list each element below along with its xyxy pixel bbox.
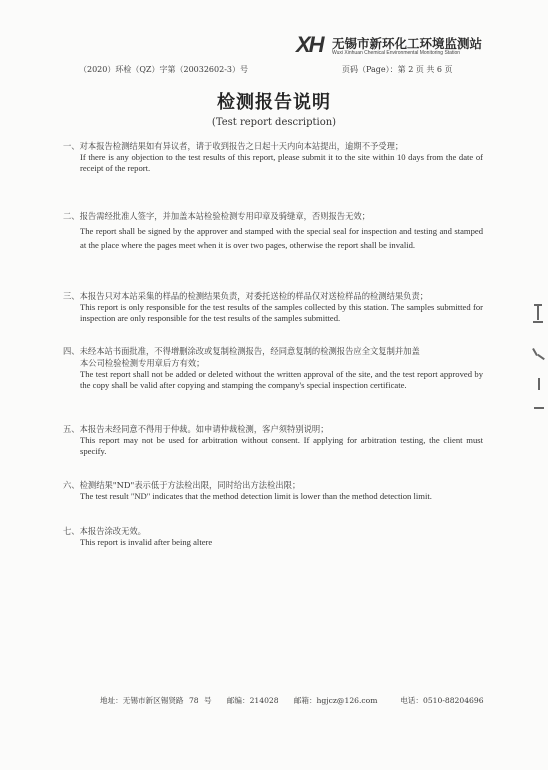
clause-zh: 六、检测结果"ND"表示低于方法检出限，同时给出方法检出限；: [63, 480, 301, 490]
clause-zh: 七、本报告涂改无效。: [63, 526, 146, 536]
org-name-en: Wuxi Xinhuan Chemical Environmental Monitoring Station: [332, 50, 461, 56]
station-logo: [296, 26, 506, 60]
seal-mark: [534, 407, 544, 409]
clause-zh: 五、本报告未经同意不得用于仲裁。如申请仲裁检测，客户须特别说明；: [63, 424, 329, 434]
page-subtitle: (Test report description): [211, 117, 337, 128]
clause-en: This report may not be used for arbitration without consent. If applying for arbitration testing, the client must specify.: [80, 435, 483, 456]
page-info: 页码（Page）：第 2 页 共 6 页: [342, 65, 453, 74]
clause-3: [63, 290, 483, 324]
clause-6: [63, 479, 483, 502]
seal-mark: [537, 306, 539, 320]
clause-en: The report shall be signed by the approver and stamped with the special seal for inspection and testing and stamped at the place where the pages meet when it is over two pages, otherwise the report shall be invalid.: [80, 226, 483, 250]
logo-mark: XH: [296, 32, 323, 57]
footer-contact: 地址：无锡市新区锡贤路 78 号 邮编：214028 邮箱：hgjcz@126.com 电话：0510-88204696: [100, 696, 484, 705]
clause-zh-cont: 本公司检验检测专用章后方有效；: [80, 358, 205, 368]
clause-4: [63, 345, 483, 391]
clause-zh: 四、未经本站书面批准，不得增删涂改或复制检测报告，经同意复制的检测报告应全文复制并加盖: [63, 346, 420, 356]
clause-5: [63, 423, 483, 457]
clause-1: [63, 140, 483, 174]
clause-en: This report is only responsible for the test results of the samples collected by this station. The samples submitted for inspection are only responsible for the test results of the samples submitted.: [80, 302, 483, 323]
clause-zh: 一、对本报告检测结果如有异议者，请于收到报告之日起十天内向本站提出，逾期不予受理；: [63, 141, 404, 151]
clause-en: The test result "ND" indicates that the method detection limit is lower than the method detection limit.: [80, 491, 432, 501]
seal-mark: [537, 354, 545, 360]
clause-zh: 二、报告需经批准人签字，并加盖本站检验检测专用印章及骑缝章，否则报告无效；: [63, 211, 370, 221]
clause-7: [63, 525, 483, 548]
page-title: 检测报告说明: [217, 92, 331, 113]
clause-en: The test report shall not be added or deleted without the written approval of the site, and the test report approved by the copy shall be valid after copying and stamping the company's special inspection certificate.: [80, 369, 483, 390]
seal-mark: [533, 321, 543, 323]
clause-en: If there is any objection to the test results of this report, please submit it to the site within 10 days from the date of receipt of the report.: [80, 152, 483, 173]
clause-2: [63, 210, 483, 252]
report-number: （2020）环检（QZ）字第（20032602-3）号: [79, 65, 248, 74]
org-name-cn: 无锡市新环化工环境监测站: [332, 36, 483, 51]
clause-en: This report is invalid after being altere: [80, 537, 213, 547]
clause-zh: 三、本报告只对本站采集的样品的检测结果负责，对委托送检的样品仅对送检样品的检测结果负责；: [63, 291, 429, 301]
seal-mark: [538, 378, 540, 390]
